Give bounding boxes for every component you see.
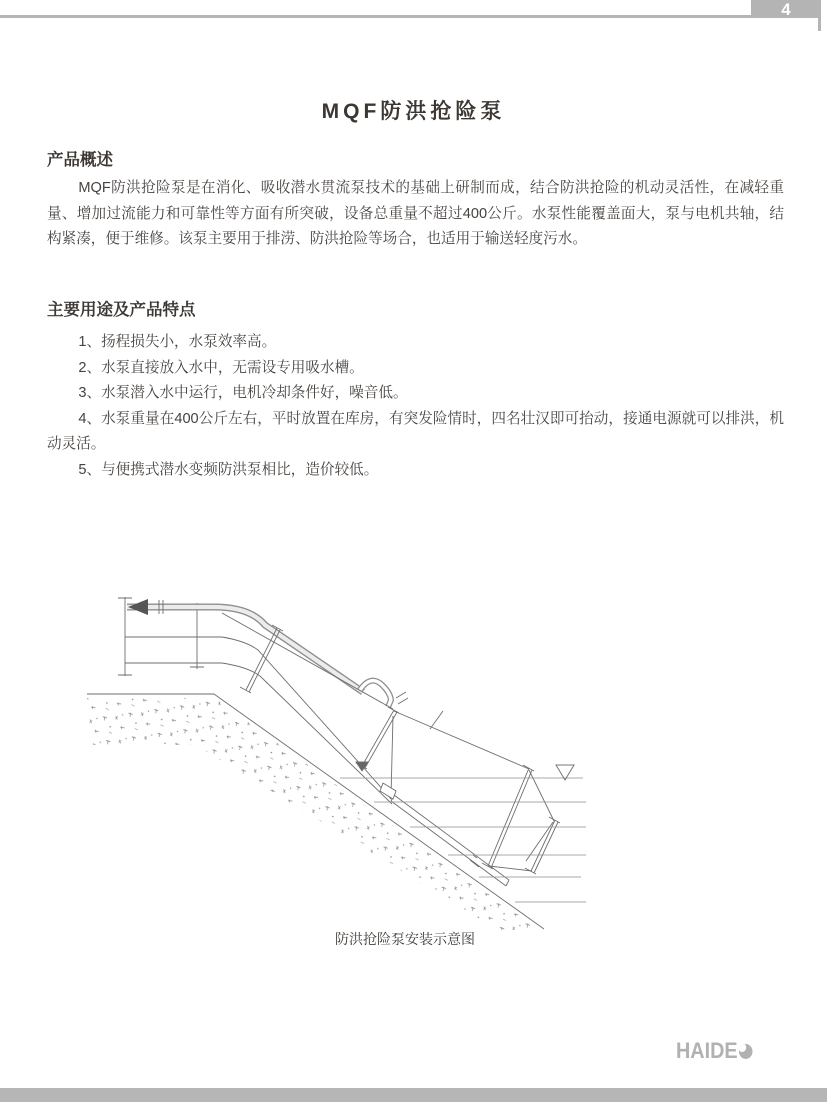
- page-number-tab: [751, 0, 821, 18]
- feature-item: 5、与便携式潜水变频防洪泵相比，造价较低。: [78, 461, 379, 478]
- feature-item: 2、水泵直接放入水中，无需设专用吸水槽。: [78, 359, 364, 376]
- section-heading-features: 主要用途及产品特点: [47, 301, 196, 319]
- suction-bell: [380, 783, 396, 799]
- haide-logo: [676, 1038, 753, 1064]
- page-title: MQF防洪抢险泵: [321, 100, 506, 123]
- embankment-stipple: [87, 698, 543, 930]
- figure-caption: 防洪抢险泵安装示意图: [335, 931, 475, 947]
- page-tab-tail: [818, 18, 821, 31]
- logo-text: HAIDE: [676, 1038, 738, 1063]
- feature-item: 1、扬程损失小，水泵效率高。: [78, 334, 277, 350]
- overview-paragraph: MQF防洪抢险泵是在消化、吸收潜水贯流泵技术的基础上研制而成，结合防洪抢险的机动灵活性，在减轻重量、增加过流能力和可靠性等方面有所突破，设备总重量不超过400公斤。水泵性能覆盖面大，泵与电机共轴，结构紧凑，便于维修。该泵主要用于排涝、防洪抢险等场合，也适用于输送轻度污水。: [47, 180, 784, 248]
- top-rule: [0, 15, 821, 18]
- bottom-bar: [0, 1088, 827, 1102]
- installation-diagram: [85, 580, 690, 930]
- logo-sphere-icon: [739, 1044, 753, 1059]
- feature-item: 4、水泵重量在400公斤左右，平时放置在库房，有突发险情时，四名壮汉即可抬动，接通电源就可以排洪，机动灵活。: [47, 410, 784, 453]
- feature-item: 3、水泵潜入水中运行，电机冷却条件好，噪音低。: [78, 385, 408, 402]
- page-number: 4: [781, 0, 791, 19]
- feature-list: [47, 330, 784, 484]
- flow-arrow-icon: [128, 599, 148, 615]
- section-heading-overview: 产品概述: [47, 151, 113, 169]
